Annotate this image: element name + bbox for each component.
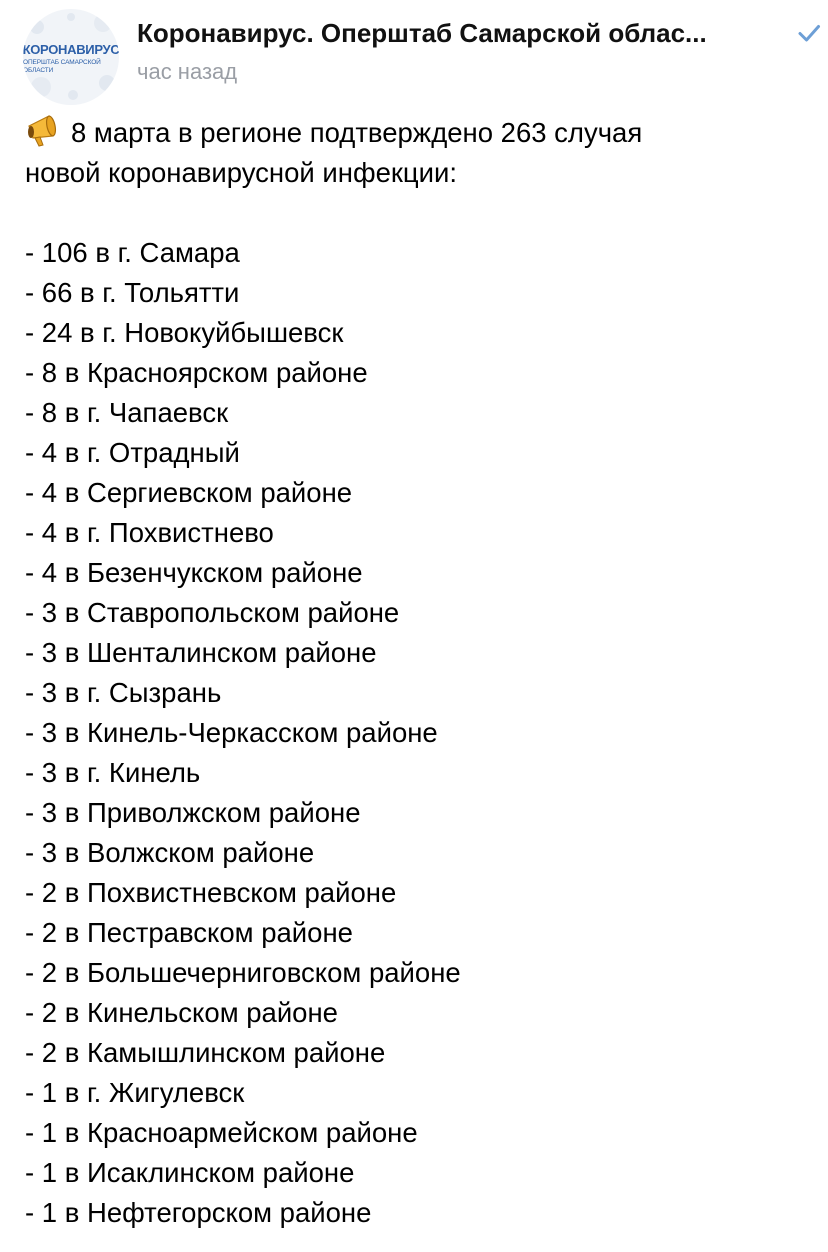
channel-name[interactable]: Коронавирус. Оперштаб Самарской облас... xyxy=(137,18,707,48)
list-item: - 3 в г. Кинель xyxy=(25,757,201,788)
list-item: - 66 в г. Тольятти xyxy=(25,277,240,308)
list-item: - 4 в Сергиевском районе xyxy=(25,477,353,508)
list-item: - 3 в г. Сызрань xyxy=(25,677,222,708)
list-item: - 8 в Красноярском районе xyxy=(25,357,368,388)
blank-line xyxy=(25,193,815,233)
list-item: - 106 в г. Самара xyxy=(25,237,240,268)
list-item: - 3 в Кинель-Черкасском районе xyxy=(25,717,438,748)
list-item: - 2 в Большечерниговском районе xyxy=(25,957,461,988)
list-item: - 3 в Приволжском районе xyxy=(25,797,361,828)
case-list xyxy=(25,233,815,1233)
check-icon xyxy=(796,20,822,46)
intro-line-1 xyxy=(25,112,815,153)
channel-avatar[interactable] xyxy=(23,9,119,105)
list-item: - 4 в Безенчукском районе xyxy=(25,557,363,588)
list-item: - 2 в Камышлинском районе xyxy=(25,1037,386,1068)
list-item: - 1 в Нефтегорском районе xyxy=(25,1197,372,1228)
avatar-title: КОРОНАВИРУС xyxy=(23,42,119,57)
avatar-subtitle: ОПЕРШТАБ САМАРСКОЙ ОБЛАСТИ xyxy=(23,59,101,74)
list-item: - 4 в г. Похвистнево xyxy=(25,517,274,548)
list-item: - 2 в Похвистневском районе xyxy=(25,877,397,908)
virus-pattern-icon xyxy=(23,9,119,105)
list-item: - 3 в Шенталинском районе xyxy=(25,637,377,668)
post-header xyxy=(0,0,828,110)
intro-text-1: 8 марта в регионе подтверждено 263 случая xyxy=(71,117,643,148)
list-item: - 24 в г. Новокуйбышевск xyxy=(25,317,344,348)
list-item: - 1 в Красноармейском районе xyxy=(25,1117,418,1148)
list-item: - 2 в Кинельском районе xyxy=(25,997,338,1028)
list-item: - 3 в Волжском районе xyxy=(25,837,315,868)
list-item: - 3 в Ставропольском районе xyxy=(25,597,400,628)
list-item: - 8 в г. Чапаевск xyxy=(25,397,229,428)
intro-line-2: новой коронавирусной инфекции: xyxy=(25,157,458,188)
post-text xyxy=(25,112,815,1233)
list-item: - 2 в Пестравском районе xyxy=(25,917,353,948)
megaphone-icon xyxy=(25,112,65,148)
list-item: - 4 в г. Отрадный xyxy=(25,437,240,468)
list-item: - 1 в г. Жигулевск xyxy=(25,1077,245,1108)
post-time[interactable]: час назад xyxy=(137,59,238,84)
list-item: - 1 в Исаклинском районе xyxy=(25,1157,355,1188)
